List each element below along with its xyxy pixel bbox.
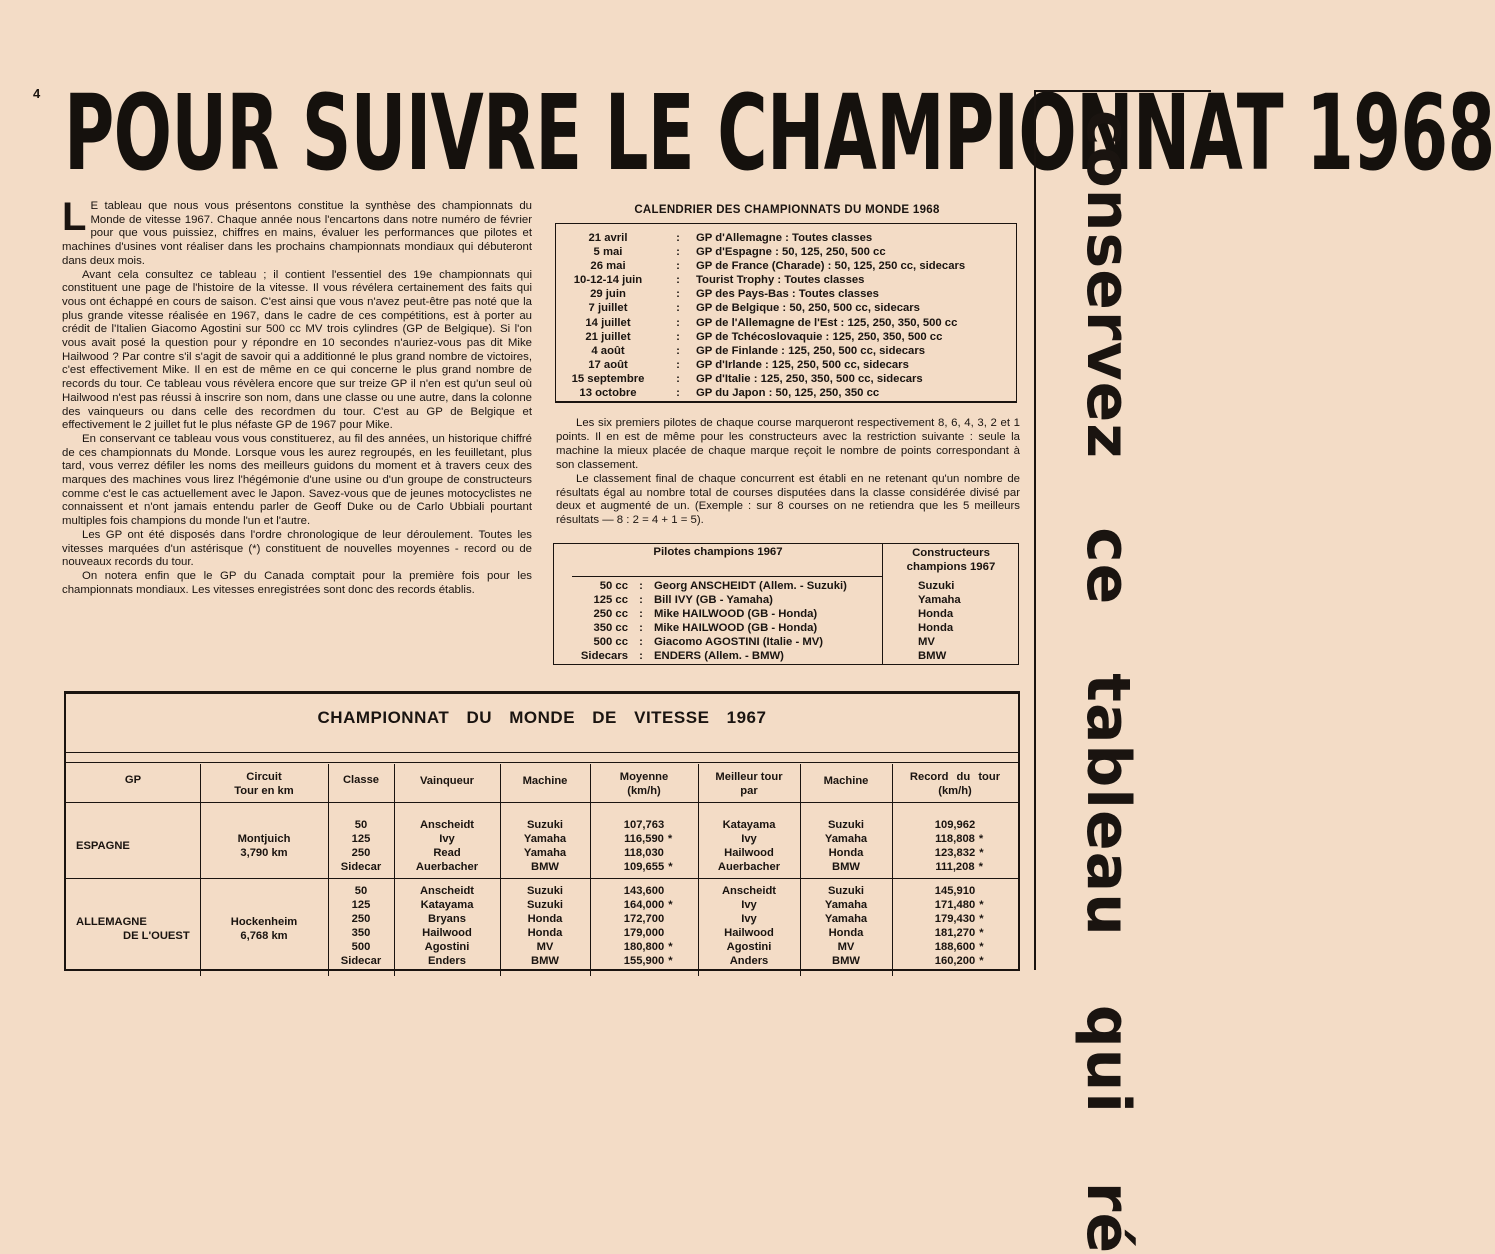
calendar-row: [556, 358, 1016, 372]
table-cell: Ivy: [741, 833, 757, 846]
table-cell: 155,900 *: [623, 955, 673, 968]
table-cell: 118,030: [624, 847, 664, 860]
calendar-colon: :: [676, 302, 680, 315]
calendar-row: [556, 386, 1016, 400]
calendar-colon: :: [676, 330, 680, 343]
header-record: Record du tour (km/h): [909, 771, 1001, 797]
champion-constructor: MV: [918, 636, 935, 649]
calendar-event: GP de Tchécoslovaquie : 125, 250, 350, 500 cc: [696, 330, 943, 343]
col-winners-allemagne: [394, 884, 500, 969]
results-table-title: CHAMPIONNAT DU MONDE DE VITESSE 1967: [317, 708, 767, 727]
table-cell: 164,000 *: [623, 899, 673, 912]
calendar-date: 7 juillet: [588, 302, 628, 315]
table-cell: Suzuki: [827, 819, 865, 831]
intro-paragraph: Les GP ont été disposés dans l'ordre chronologique de leur déroulement. Toutes les vitesses marquées d'un astérisque (*) constituent de nouvelles moyennes - record ou de nouveaux records du tour.: [62, 528, 532, 569]
table-cell: Anders: [729, 955, 769, 968]
table-cell: Anscheidt: [419, 885, 475, 897]
table-cell: Suzuki: [827, 885, 865, 897]
gp-espagne: ESPAGNE: [76, 840, 130, 852]
table-cell: Read: [433, 847, 461, 860]
table-cell: Yamaha: [523, 833, 567, 846]
table-cell: Anscheidt: [721, 885, 777, 897]
col-speeds-espagne: [590, 818, 698, 874]
header-classe: Classe: [342, 774, 380, 786]
table-cell: 188,600 *: [934, 941, 984, 954]
sidebar-banner: [1034, 90, 1211, 1254]
header-machine-tour: Machine: [823, 775, 869, 787]
col-lap-machines-espagne: [800, 818, 892, 874]
intro-paragraph: On notera enfin que le GP du Canada comptait pour la première fois pour les championnats mondiaux. Les vitesses enregistrées sont donc des records établis.: [62, 569, 532, 596]
intro-paragraph: Avant cela consultez ce tableau ; il contient l'essentiel des 19e championnats qui constituent une page de l'histoire de la vitesse. Il vous révélera certainement des faits qui vous ont échappé en cours de saison. C'est ainsi que vous n'avez peut-être pas noté que la plus grande vitesse réalisée en 1967, dans le cadre de ces compétitions, est à porter au crédit de l'Italien Giacomo Agostini sur 500 cc MV trois cylindres (GP de Belgique). Si l'on vous avait posé la question pour y répondre en 10 secondes n'auriez-vous pas dit Mike Hailwood ? Par contre s'il s'agit de savoir qui a additionné le plus grand nombre de victoires, c'est effectivement Mike. Il en est de même en ce qui concerne le plus grand nombre de records du tour. Ce tableau vous révèlera encore que sur treize GP il n'en est qu'un seul où Hailwood n'est pas réussi à inscrire son nom, dans une classe ou une autre, dans la colonne des vainqueurs ou dans celle des recordmen du tour. C'est au GP de Belgique et effectivement le 2 juillet fut le plus néfaste GP de 1967 pour Mike.: [62, 268, 532, 432]
champion-constructor: BMW: [918, 650, 947, 663]
champions-box: [553, 543, 1019, 665]
champion-colon: :: [639, 622, 643, 635]
table-cell: 250: [351, 847, 371, 860]
rules-paragraph: Les six premiers pilotes de chaque course marqueront respectivement 8, 6, 4, 3, 2 et 1 points. Il en est de même pour les constructeurs avec la restriction suivante : seule la machine la mieux placée de chaque marque reçoit le nombre de points correspondant à son classement.: [556, 417, 1020, 471]
table-cell: Hailwood: [724, 927, 774, 940]
calendar-event: GP d'Allemagne : Toutes classes: [696, 232, 873, 244]
calendar-colon: :: [676, 372, 680, 385]
circuit-espagne: Montjuich 3,790 km: [237, 833, 291, 860]
calendar-row: [556, 231, 1016, 245]
table-cell: 350: [351, 927, 371, 940]
table-cell: Suzuki: [526, 885, 564, 897]
page-number: 4: [33, 86, 41, 101]
calendar-date: 15 septembre: [571, 372, 645, 385]
champion-pilot: Bill IVY (GB - Yamaha): [654, 594, 773, 607]
calendar-box: [555, 223, 1017, 403]
champion-colon: :: [639, 580, 643, 592]
champion-pilot: Georg ANSCHEIDT (Allem. - Suzuki): [654, 580, 847, 592]
header-machine: Machine: [522, 775, 568, 787]
pilots-header: Pilotes champions 1967: [653, 546, 783, 558]
header-vainqueur: Vainqueur: [419, 775, 475, 787]
champion-class: 500 cc: [593, 636, 628, 649]
col-machines-allemagne: [500, 884, 590, 969]
col-speeds-allemagne: [590, 884, 698, 969]
calendar-colon: :: [676, 358, 680, 371]
headline: POUR SUIVRE LE CHAMPIONNAT 1968: [64, 72, 1495, 194]
table-cell: 181,270 *: [934, 927, 984, 940]
champion-row: [554, 579, 1020, 593]
calendar-title: CALENDRIER DES CHAMPIONNATS DU MONDE 1968: [634, 204, 940, 216]
champion-colon: :: [639, 594, 643, 607]
table-cell: MV: [837, 941, 855, 954]
intro-paragraph: L E tableau que nous vous présentons constitue la synthèse des championnats du Monde de vitesse 1967. Chaque année nous l'encartons dans notre numéro de février pour que vous puissiez, chiffres en mains, évaluer les performances que pilotes et machines d'usines vont réaliser dans les prochains championnats mondiaux qui débuteront dans deux mois.: [62, 195, 532, 267]
champion-pilot: Giacomo AGOSTINI (Italie - MV): [654, 636, 824, 649]
table-cell: Agostini: [726, 941, 772, 954]
table-cell: 180,800 *: [623, 941, 673, 954]
calendar-event: GP de Belgique : 50, 250, 500 cc, sidecars: [696, 302, 920, 315]
results-table: [64, 691, 1020, 971]
champion-constructor: Honda: [918, 622, 954, 635]
header-gp: GP: [124, 774, 142, 786]
calendar-date: 29 juin: [590, 288, 626, 301]
dropcap: L: [62, 195, 87, 239]
calendar-date: 4 août: [591, 344, 625, 357]
calendar-row: [556, 316, 1016, 330]
champion-pilot: Mike HAILWOOD (GB - Honda): [654, 622, 818, 635]
table-cell: Ivy: [741, 913, 757, 926]
calendar-row: [556, 372, 1016, 386]
table-cell: Auerbacher: [415, 861, 479, 874]
table-cell: Auerbacher: [717, 861, 781, 874]
calendar-colon: :: [676, 246, 680, 259]
intro-text: [62, 195, 532, 597]
champion-row: [554, 649, 1020, 663]
table-cell: 50: [354, 819, 368, 831]
calendar-date: 10-12-14 juin: [573, 274, 643, 287]
table-rule: [66, 752, 1018, 753]
calendar-event: GP de l'Allemagne de l'Est : 125, 250, 350, 500 cc: [696, 316, 958, 329]
table-cell: Yamaha: [824, 899, 868, 912]
table-cell: 109,962: [934, 819, 976, 831]
table-cell: 118,808 *: [935, 833, 984, 846]
table-cell: Honda: [828, 847, 864, 860]
champion-colon: :: [639, 608, 643, 621]
calendar-event: GP d'Irlande : 125, 250, 500 cc, sidecars: [696, 358, 909, 371]
table-cell: Bryans: [428, 913, 466, 926]
table-cell: 109,655 *: [623, 861, 673, 874]
table-cell: Sidecar: [340, 861, 382, 874]
table-cell: 123,832 *: [934, 847, 984, 860]
calendar-event: GP de Finlande : 125, 250, 500 cc, sidecars: [696, 344, 925, 357]
table-cell: Suzuki: [526, 819, 564, 831]
table-cell: 125: [351, 833, 371, 846]
table-cell: Ivy: [741, 899, 757, 912]
champion-colon: :: [639, 636, 643, 649]
calendar-row: [556, 301, 1016, 315]
champion-constructor: Suzuki: [918, 580, 955, 592]
table-cell: 160,200 *: [934, 955, 984, 968]
champion-row: [554, 607, 1020, 621]
table-cell: Yamaha: [824, 833, 868, 846]
champion-row: [554, 621, 1020, 635]
col-winners-espagne: [394, 818, 500, 874]
calendar-row: [556, 330, 1016, 344]
champions-rows: [554, 579, 1020, 664]
calendar-event: GP d'Italie : 125, 250, 350, 500 cc, sidecars: [696, 372, 923, 385]
table-cell: Agostini: [424, 941, 470, 954]
table-cell: Honda: [828, 927, 864, 940]
calendar-colon: :: [676, 232, 680, 244]
table-cell: Hailwood: [422, 927, 472, 940]
table-cell: MV: [536, 941, 554, 954]
col-lap-by-espagne: [698, 818, 800, 874]
table-cell: Katayama: [420, 899, 474, 912]
champion-row: [554, 593, 1020, 607]
table-cell: Hailwood: [724, 847, 774, 860]
table-rule: [66, 762, 1018, 763]
calendar-colon: :: [676, 387, 680, 400]
table-cell: Ivy: [439, 833, 455, 846]
col-lap-machines-allemagne: [800, 884, 892, 969]
calendar-colon: :: [676, 288, 680, 301]
table-cell: 172,700: [623, 913, 665, 926]
calendar-colon: :: [676, 260, 680, 273]
calendar-date: 17 août: [588, 358, 628, 371]
calendar-row: [556, 287, 1016, 301]
constructors-header: Constructeurs champions 1967: [906, 547, 996, 573]
table-cell: Yamaha: [824, 913, 868, 926]
calendar-date: 21 juillet: [585, 330, 631, 343]
pilots-header-rule: [572, 576, 882, 577]
table-cell: 145,910: [934, 885, 976, 897]
table-cell: 116,590 *: [624, 833, 673, 846]
calendar-date: 26 mai: [590, 260, 626, 273]
table-cell: 171,480 *: [934, 899, 984, 912]
table-cell: BMW: [832, 955, 860, 968]
col-machines-espagne: [500, 818, 590, 874]
champion-constructor: Honda: [918, 608, 954, 621]
rules-paragraph: Le classement final de chaque concurrent est établi en ne retenant qu'un nombre de résultats égal au nombre total de courses disputées dans la classe considérée divisé par deux et augmenté de un. (Exemple : sur 8 courses on ne retiendra que les 5 meilleurs résultats — 8 : 2 = 4 + 1 = 5).: [556, 472, 1020, 527]
calendar-colon: :: [676, 344, 680, 357]
champion-pilot: ENDERS (Allem. - BMW): [654, 650, 784, 663]
champion-constructor: Yamaha: [918, 594, 961, 607]
calendar-event: GP du Japon : 50, 125, 250, 350 cc: [696, 387, 880, 400]
calendar-colon: :: [676, 316, 680, 329]
header-meilleur-tour: Meilleur tour par: [715, 771, 783, 797]
table-cell: Honda: [527, 927, 563, 940]
table-rule: [66, 802, 1018, 803]
header-circuit: Circuit Tour en km: [234, 771, 294, 797]
col-records-allemagne: [892, 884, 1018, 969]
table-cell: 179,000: [623, 927, 665, 940]
col-classes-allemagne: [328, 884, 394, 969]
table-cell: BMW: [531, 861, 559, 874]
header-moyenne: Moyenne (km/h): [619, 771, 669, 797]
calendar-event: Tourist Trophy : Toutes classes: [696, 274, 865, 287]
calendar-row: [556, 259, 1016, 273]
table-cell: 125: [351, 899, 371, 912]
table-cell: Enders: [428, 955, 466, 968]
gp-allemagne: ALLEMAGNE DE L'OUEST: [76, 916, 190, 942]
sidebar-text: conservez ce tableau qui ré: [1073, 110, 1143, 1254]
champion-class: 350 cc: [593, 622, 628, 635]
table-cell: Yamaha: [523, 847, 567, 860]
calendar-date: 14 juillet: [585, 316, 631, 329]
champion-class: 125 cc: [593, 594, 628, 607]
calendar-date: 5 mai: [593, 246, 623, 259]
intro-paragraph: En conservant ce tableau vous vous constituerez, au fil des années, un historique chiffré de ces championnats du Monde. Lorsque vous les aurez regroupés, en les feuilletant, plus tard, vous verrez défiler les noms des meilleurs guidons du moment et à travers ceux des marques des machines vous lirez l'hégémonie d'une usine ou d'un groupe de constructeurs comme c'est le cas actuellement avec le Japon. Savez-vous que de jeunes motocyclistes ne connaissent et n'ont jamais entendu parler de Geoff Duke ou de Carlo Ubbiali pourtant multiples fois champions du monde l'un et l'autre.: [62, 432, 532, 528]
circuit-allemagne: Hockenheim 6,768 km: [230, 916, 298, 943]
table-cell: 107,763: [623, 819, 665, 831]
table-cell: BMW: [832, 861, 860, 874]
table-cell: 143,600: [623, 885, 665, 897]
champion-class: 250 cc: [593, 608, 628, 621]
table-cell: 50: [354, 885, 368, 897]
calendar-date: 21 avril: [588, 232, 628, 244]
calendar-date: 13 octobre: [579, 387, 637, 400]
col-lap-by-allemagne: [698, 884, 800, 969]
champion-class: Sidecars: [580, 650, 628, 663]
calendar-colon: :: [676, 274, 680, 287]
champion-colon: :: [639, 650, 643, 663]
scoring-rules: [556, 417, 1020, 528]
calendar-event: GP des Pays-Bas : Toutes classes: [696, 288, 879, 301]
table-cell: Honda: [527, 913, 563, 926]
col-classes-espagne: [328, 818, 394, 874]
table-cell: 500: [351, 941, 371, 954]
calendar-event: GP d'Espagne : 50, 125, 250, 500 cc: [696, 246, 886, 259]
calendar-event: GP de France (Charade) : 50, 125, 250 cc, sidecars: [696, 260, 966, 273]
table-cell: Anscheidt: [419, 819, 475, 831]
champion-row: [554, 635, 1020, 649]
table-cell: 179,430 *: [934, 913, 984, 926]
table-cell: 250: [351, 913, 371, 926]
table-cell: Suzuki: [526, 899, 564, 912]
table-cell: Sidecar: [340, 955, 382, 968]
col-records-espagne: [892, 818, 1018, 874]
table-cell: 111,208 *: [935, 861, 983, 874]
champion-pilot: Mike HAILWOOD (GB - Honda): [654, 608, 818, 621]
table-cell: BMW: [531, 955, 559, 968]
champion-class: 50 cc: [599, 580, 628, 592]
table-rule: [66, 878, 1018, 879]
table-cell: Katayama: [722, 819, 776, 831]
calendar-row: [556, 344, 1016, 358]
calendar-row: [556, 273, 1016, 287]
calendar-row: [556, 245, 1016, 259]
